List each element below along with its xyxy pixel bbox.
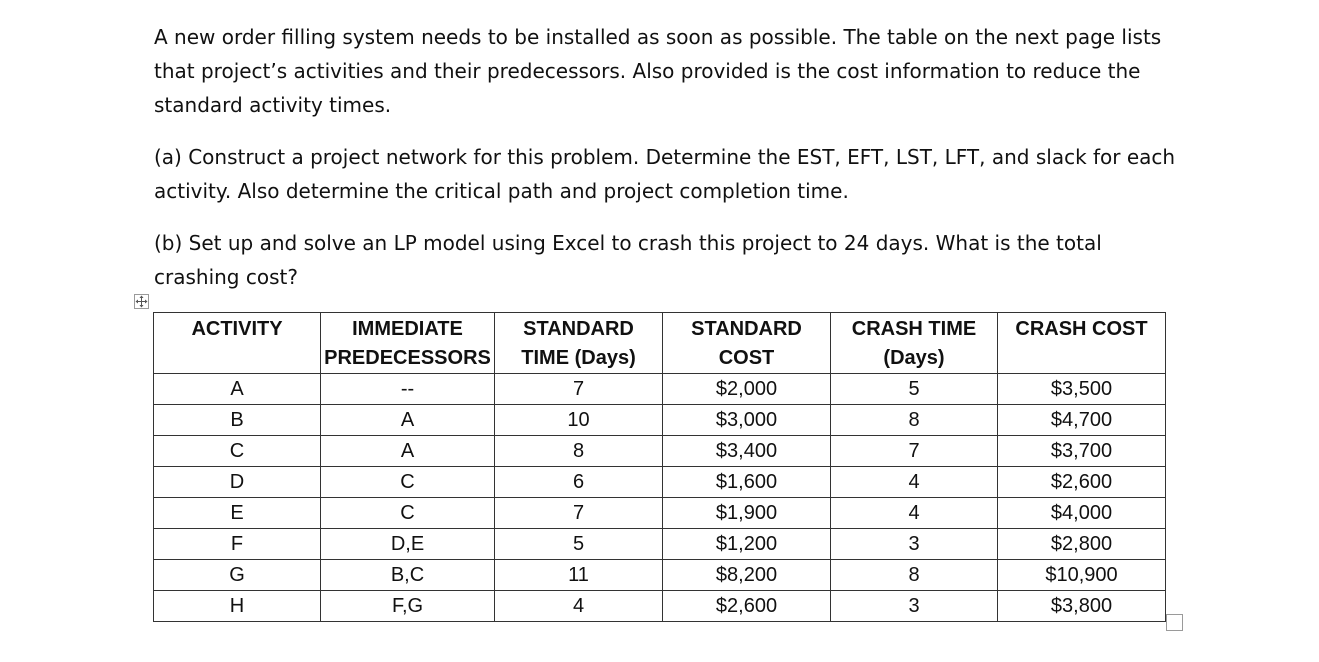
cell-crash-cost: $2,600 (998, 467, 1166, 498)
table-header-row (154, 313, 1166, 374)
cell-standard-time: 6 (495, 467, 663, 498)
cell-standard-cost: $8,200 (663, 560, 831, 591)
cell-predecessors: C (321, 498, 495, 529)
part-b-paragraph: (b) Set up and solve an LP model using Excel to crash this project to 24 days. What is the total crashing cost? (154, 231, 1102, 289)
header-standard-cost-line2: COST (718, 347, 775, 369)
header-crash-cost (998, 313, 1166, 374)
table-move-handle-icon[interactable] (134, 294, 149, 309)
cell-crash-time: 4 (831, 467, 998, 498)
cell-predecessors: D,E (321, 529, 495, 560)
cell-predecessors: C (321, 467, 495, 498)
table-row (154, 374, 1166, 405)
cell-crash-time: 3 (831, 591, 998, 622)
cell-standard-cost: $2,000 (663, 374, 831, 405)
table-resize-handle-icon[interactable] (1166, 614, 1183, 631)
cell-crash-time: 4 (831, 498, 998, 529)
cell-standard-time: 4 (495, 591, 663, 622)
header-activity-label: ACTIVITY (191, 318, 283, 340)
cell-crash-cost: $4,000 (998, 498, 1166, 529)
header-crash-time-line2: (Days) (883, 347, 945, 369)
cell-crash-time: 5 (831, 374, 998, 405)
header-predecessors-line2: PREDECESSORS (324, 347, 491, 369)
cell-crash-time: 8 (831, 560, 998, 591)
cell-crash-cost: $10,900 (998, 560, 1166, 591)
cell-standard-time: 8 (495, 436, 663, 467)
cell-crash-time: 8 (831, 405, 998, 436)
header-standard-time-line2: TIME (Days) (521, 347, 636, 369)
header-standard-cost-line1: STANDARD (691, 318, 802, 340)
cell-standard-cost: $2,600 (663, 591, 831, 622)
table-row (154, 591, 1166, 622)
header-activity (154, 313, 321, 374)
table-row (154, 467, 1166, 498)
table-row (154, 405, 1166, 436)
header-predecessors-line1: IMMEDIATE (352, 318, 463, 340)
cell-crash-cost: $3,800 (998, 591, 1166, 622)
header-crash-time (831, 313, 998, 374)
cell-predecessors: A (321, 436, 495, 467)
cell-standard-time: 7 (495, 374, 663, 405)
cell-activity: B (154, 405, 321, 436)
cell-standard-cost: $1,900 (663, 498, 831, 529)
cell-activity: C (154, 436, 321, 467)
intro-paragraph: A new order filling system needs to be installed as soon as possible. The table on the next page lists that project’s activities and their predecessors. Also provided is the cost information to reduce the standard activity times. (154, 25, 1162, 117)
cell-activity: H (154, 591, 321, 622)
header-crash-cost-label: CRASH COST (1015, 318, 1148, 340)
cell-activity: D (154, 467, 321, 498)
cell-standard-cost: $1,600 (663, 467, 831, 498)
cell-standard-time: 7 (495, 498, 663, 529)
table-row (154, 498, 1166, 529)
header-standard-time (495, 313, 663, 374)
cell-predecessors: -- (321, 374, 495, 405)
table-row (154, 436, 1166, 467)
cell-predecessors: F,G (321, 591, 495, 622)
cell-activity: A (154, 374, 321, 405)
header-predecessors (321, 313, 495, 374)
cell-crash-time: 7 (831, 436, 998, 467)
cell-crash-time: 3 (831, 529, 998, 560)
part-a-paragraph: (a) Construct a project network for this problem. Determine the EST, EFT, LST, LFT, and slack for each activity. Also determine the critical path and project completion time. (154, 145, 1176, 203)
header-standard-time-line1: STANDARD (523, 318, 634, 340)
cell-crash-cost: $4,700 (998, 405, 1166, 436)
cell-standard-cost: $3,000 (663, 405, 831, 436)
cell-crash-cost: $3,700 (998, 436, 1166, 467)
header-standard-cost (663, 313, 831, 374)
cell-standard-time: 10 (495, 405, 663, 436)
cell-crash-cost: $2,800 (998, 529, 1166, 560)
cell-standard-cost: $1,200 (663, 529, 831, 560)
cell-predecessors: A (321, 405, 495, 436)
cell-crash-cost: $3,500 (998, 374, 1166, 405)
cell-standard-time: 11 (495, 560, 663, 591)
table-row (154, 529, 1166, 560)
cell-activity: G (154, 560, 321, 591)
table-row (154, 560, 1166, 591)
cell-activity: F (154, 529, 321, 560)
header-crash-time-line1: CRASH TIME (851, 318, 977, 340)
cell-predecessors: B,C (321, 560, 495, 591)
cell-standard-time: 5 (495, 529, 663, 560)
cell-activity: E (154, 498, 321, 529)
activities-table (153, 312, 1166, 622)
cell-standard-cost: $3,400 (663, 436, 831, 467)
